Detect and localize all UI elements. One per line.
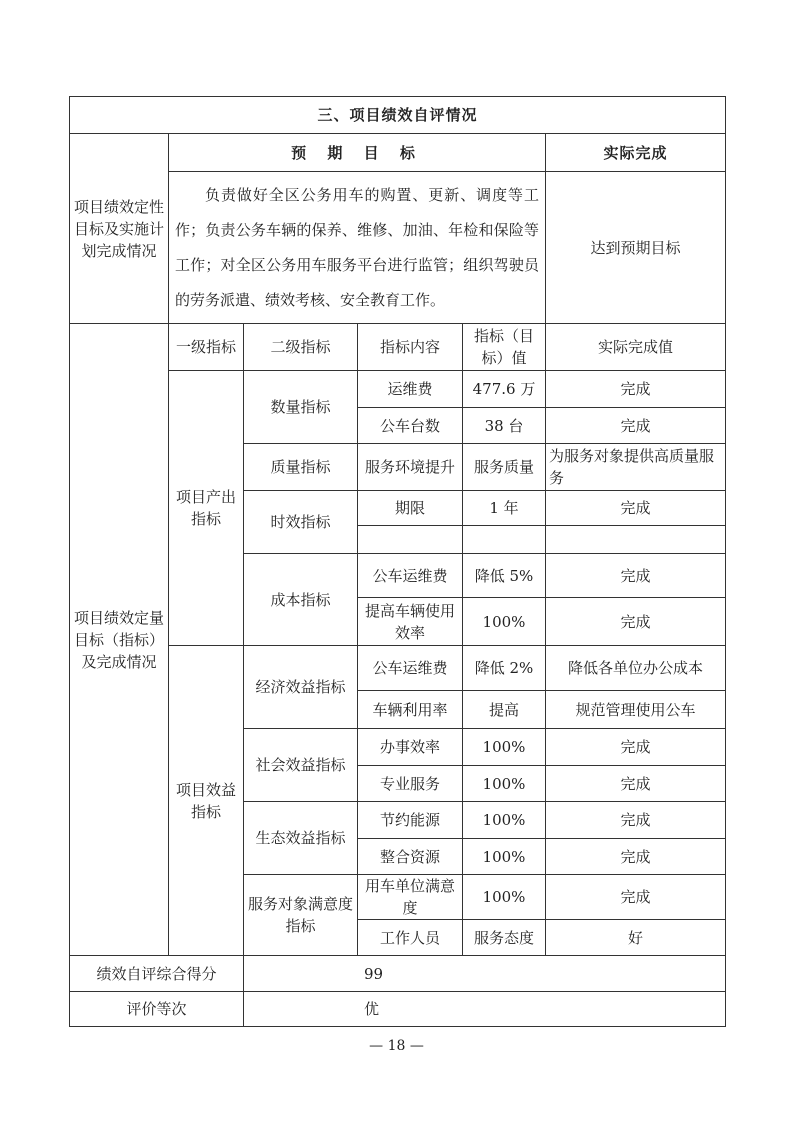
cell: 用车单位满意度 [358, 875, 463, 920]
cell: 降低 5% [463, 554, 546, 598]
quantitative-label: 项目绩效定量目标（指标）及完成情况 [70, 324, 169, 956]
cell: 完成 [546, 598, 726, 646]
cell: 专业服务 [358, 766, 463, 802]
cell: 提高车辆使用效率 [358, 598, 463, 646]
benefit-label: 项目效益指标 [169, 646, 244, 956]
cell: 完成 [546, 491, 726, 526]
empty-cell [546, 526, 726, 554]
score-value: 99 [244, 956, 726, 992]
expected-header: 预 期 目 标 [169, 134, 546, 172]
cost-label: 成本指标 [244, 554, 358, 646]
actual-text: 达到预期目标 [546, 172, 726, 324]
header-actual: 实际完成值 [546, 324, 726, 371]
grade-value: 优 [244, 992, 726, 1027]
cell: 服务环境提升 [358, 444, 463, 491]
cell: 规范管理使用公车 [546, 691, 726, 729]
cell: 完成 [546, 802, 726, 839]
ecological-label: 生态效益指标 [244, 802, 358, 875]
cell: 完成 [546, 408, 726, 444]
cell: 为服务对象提供高质量服务 [546, 444, 726, 491]
cell: 100% [463, 802, 546, 839]
cell: 477.6 万 [463, 371, 546, 408]
social-label: 社会效益指标 [244, 729, 358, 802]
cell: 好 [546, 920, 726, 956]
time-label: 时效指标 [244, 491, 358, 554]
page-number: — 18 — [369, 1038, 424, 1054]
cell: 整合资源 [358, 839, 463, 875]
cell: 100% [463, 875, 546, 920]
cell: 1 年 [463, 491, 546, 526]
header-target: 指标（目标）值 [463, 324, 546, 371]
cell: 降低 2% [463, 646, 546, 691]
quality-label: 质量指标 [244, 444, 358, 491]
cell: 100% [463, 766, 546, 802]
cell: 完成 [546, 839, 726, 875]
cell: 完成 [546, 729, 726, 766]
header-level2: 二级指标 [244, 324, 358, 371]
empty-cell [463, 526, 546, 554]
expected-text: 负责做好全区公务用车的购置、更新、调度等工作；负责公务车辆的保养、维修、加油、年检和保险等工作；对全区公务用车服务平台进行监管；组织驾驶员的劳务派遣、绩效考核、安全教育工作。 [169, 172, 546, 324]
cell: 提高 [463, 691, 546, 729]
cell: 100% [463, 839, 546, 875]
cell: 完成 [546, 371, 726, 408]
cell: 车辆利用率 [358, 691, 463, 729]
cell: 运维费 [358, 371, 463, 408]
cell: 完成 [546, 554, 726, 598]
cell: 期限 [358, 491, 463, 526]
qualitative-label: 项目绩效定性目标及实施计划完成情况 [70, 134, 169, 324]
empty-cell [358, 526, 463, 554]
grade-label: 评价等次 [70, 992, 244, 1027]
cell: 完成 [546, 875, 726, 920]
header-level1: 一级指标 [169, 324, 244, 371]
output-label: 项目产出指标 [169, 371, 244, 646]
cell: 工作人员 [358, 920, 463, 956]
cell: 完成 [546, 766, 726, 802]
actual-header: 实际完成 [546, 134, 726, 172]
cell: 办事效率 [358, 729, 463, 766]
header-content: 指标内容 [358, 324, 463, 371]
cell: 100% [463, 729, 546, 766]
cell: 公车台数 [358, 408, 463, 444]
score-label: 绩效自评综合得分 [70, 956, 244, 992]
performance-table [69, 96, 726, 1027]
cell: 服务质量 [463, 444, 546, 491]
cell: 节约能源 [358, 802, 463, 839]
cell: 服务态度 [463, 920, 546, 956]
satisfaction-label: 服务对象满意度指标 [244, 875, 358, 956]
cell: 降低各单位办公成本 [546, 646, 726, 691]
cell: 100% [463, 598, 546, 646]
cell: 38 台 [463, 408, 546, 444]
cell: 公车运维费 [358, 554, 463, 598]
cell: 公车运维费 [358, 646, 463, 691]
section-title: 三、项目绩效自评情况 [70, 97, 726, 134]
economic-label: 经济效益指标 [244, 646, 358, 729]
quantity-label: 数量指标 [244, 371, 358, 444]
